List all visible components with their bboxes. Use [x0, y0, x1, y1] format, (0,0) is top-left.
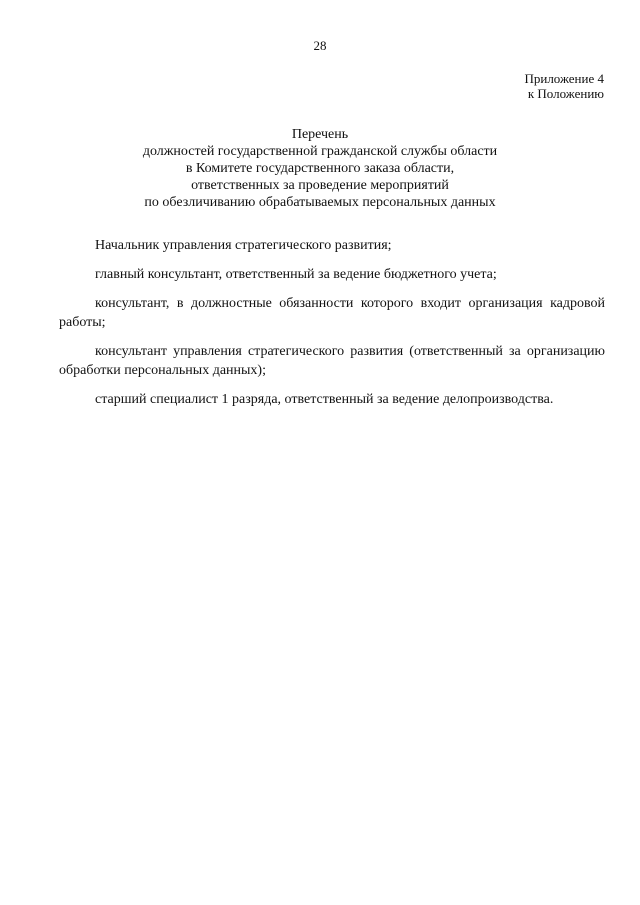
- list-item-head-of-strategic-development: Начальник управления стратегического развития;: [95, 238, 392, 253]
- title-line-2: должностей государственной гражданской службы области: [142, 144, 498, 159]
- positions-list: [59, 236, 605, 419]
- title-line-4: ответственных за проведение мероприятий: [191, 178, 449, 193]
- appendix-line-1: Приложение 4: [524, 71, 604, 86]
- title-line-1: Перечень: [291, 127, 349, 142]
- page-number: 28: [313, 38, 327, 53]
- title-line-5: по обезличиванию обрабатываемых персональных данных: [144, 195, 496, 210]
- appendix-line-2: к Положению: [527, 86, 604, 101]
- list-item-chief-consultant-budget: главный консультант, ответственный за ведение бюджетного учета;: [95, 267, 497, 282]
- title-line-3: в Комитете государственного заказа области,: [185, 161, 455, 176]
- list-item-senior-specialist-records: старший специалист 1 разряда, ответственный за ведение делопроизводства.: [95, 392, 554, 407]
- appendix-reference: [524, 71, 604, 101]
- document-title: [0, 126, 640, 211]
- list-item-consultant-personal-data: консультант управления стратегического развития (ответственный за организацию обработки персональных данных);: [59, 344, 605, 378]
- list-item-consultant-hr: консультант, в должностные обязанности которого входит организация кадровой работы;: [59, 296, 605, 330]
